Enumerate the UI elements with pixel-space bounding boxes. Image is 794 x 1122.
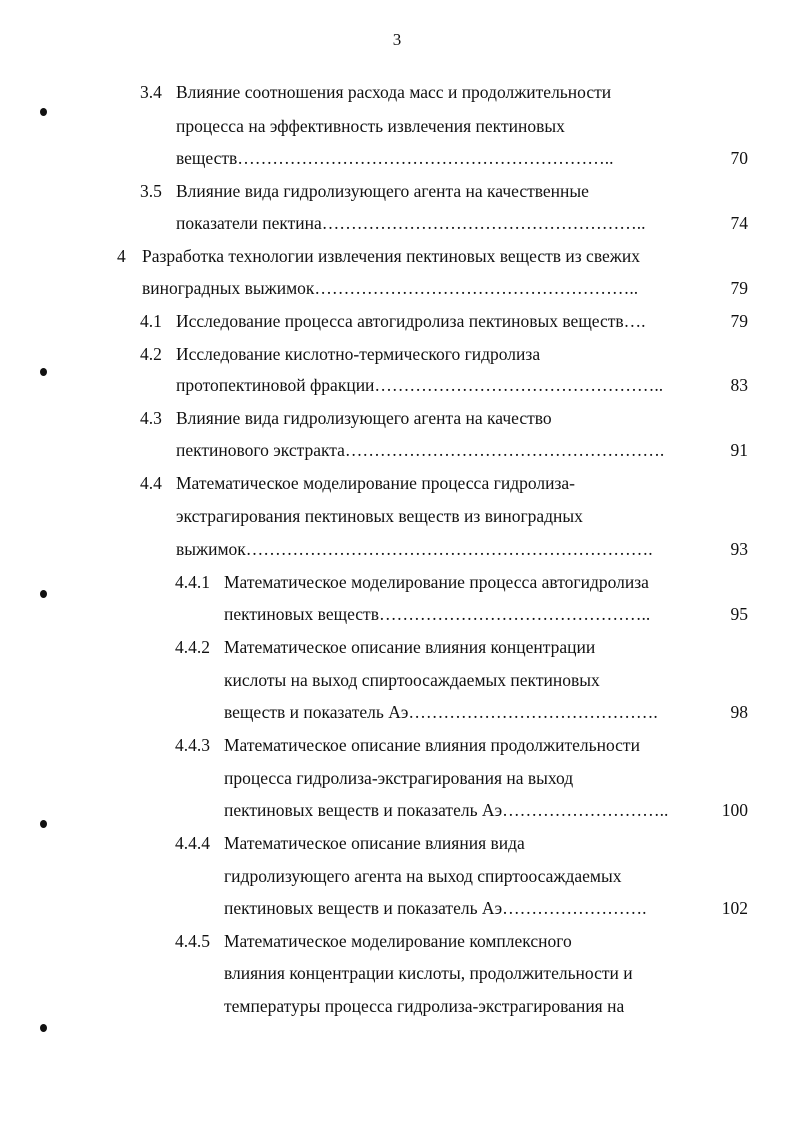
- toc-page: 79: [730, 311, 748, 331]
- toc-line: пектиновых веществ………………………………………..: [224, 604, 651, 624]
- toc-number: 4.4.1: [175, 572, 210, 592]
- toc-line: виноградных выжимок………………………………………………..: [142, 278, 639, 298]
- toc-line: Исследование кислотно-термического гидролиза: [176, 344, 541, 364]
- toc-number: 4.2: [140, 344, 162, 364]
- toc-number: 3.5: [140, 181, 162, 201]
- toc-number: 4.4.3: [175, 735, 210, 755]
- toc-line: Влияние вида гидролизующего агента на качество: [176, 408, 552, 428]
- toc-page: 91: [730, 440, 748, 460]
- binding-hole-mark: [40, 820, 47, 828]
- toc-line: экстрагирования пектиновых веществ из виноградных: [176, 506, 583, 526]
- toc-line: веществ………………………………………………………..: [176, 148, 614, 168]
- toc-number: 3.4: [140, 82, 162, 102]
- toc-number: 4.3: [140, 408, 162, 428]
- toc-number: 4.4.4: [175, 833, 210, 853]
- toc-line: Математическое моделирование процесса автогидролиза: [224, 572, 649, 592]
- toc-line: протопектиновой фракции…………………………………………..: [176, 375, 664, 395]
- toc-line: пектинового экстракта……………………………………………….: [176, 440, 665, 460]
- binding-hole-mark: [40, 590, 47, 598]
- toc-line: пектиновых веществ и показатель Аэ…………………….: [224, 898, 647, 918]
- toc-line: влияния концентрации кислоты, продолжительности и: [224, 963, 633, 983]
- toc-page: 95: [730, 604, 748, 624]
- toc-page: 98: [730, 702, 748, 722]
- toc-number: 4: [117, 246, 126, 266]
- toc-number: 4.4: [140, 473, 162, 493]
- binding-hole-mark: [40, 108, 47, 116]
- toc-line: Математическое описание влияния продолжительности: [224, 735, 640, 755]
- toc-number: 4.1: [140, 311, 162, 331]
- toc-line: Математическое моделирование комплексного: [224, 931, 572, 951]
- toc-line: Влияние вида гидролизующего агента на качественные: [176, 181, 589, 201]
- toc-line: показатели пектина………………………………………………..: [176, 213, 646, 233]
- toc-page: 79: [730, 278, 748, 298]
- toc-line: температуры процесса гидролиза-экстрагирования на: [224, 996, 625, 1016]
- toc-line: процесса на эффективность извлечения пектиновых: [176, 116, 565, 136]
- toc-line: выжимок…………………………………………………………….: [176, 539, 653, 559]
- toc-line: Математическое описание влияния концентрации: [224, 637, 596, 657]
- toc-line: Исследование процесса автогидролиза пектиновых веществ….: [176, 311, 646, 331]
- toc-page: 93: [730, 539, 748, 559]
- toc-number: 4.4.5: [175, 931, 210, 951]
- toc-line: гидролизующего агента на выход спиртоосаждаемых: [224, 866, 622, 886]
- toc-line: Математическое описание влияния вида: [224, 833, 525, 853]
- toc-line: пектиновых веществ и показатель Аэ………………………..: [224, 800, 669, 820]
- toc-line: процесса гидролиза-экстрагирования на выход: [224, 768, 574, 788]
- toc-line: веществ и показатель Аэ…………………………………….: [224, 702, 658, 722]
- toc-page: 70: [730, 148, 748, 168]
- toc-number: 4.4.2: [175, 637, 210, 657]
- toc-page: 100: [721, 800, 748, 820]
- page-number: 3: [392, 30, 402, 49]
- toc-page: 83: [730, 375, 748, 395]
- toc-line: Разработка технологии извлечения пектиновых веществ из свежих: [142, 246, 640, 266]
- toc-line: кислоты на выход спиртоосаждаемых пектиновых: [224, 670, 600, 690]
- toc-page: 102: [721, 898, 748, 918]
- binding-hole-mark: [40, 1024, 47, 1032]
- binding-hole-mark: [40, 368, 47, 376]
- toc-line: Влияние соотношения расхода масс и продолжительности: [176, 82, 612, 102]
- toc-page: 74: [730, 213, 748, 233]
- toc-line: Математическое моделирование процесса гидролиза-: [176, 473, 575, 493]
